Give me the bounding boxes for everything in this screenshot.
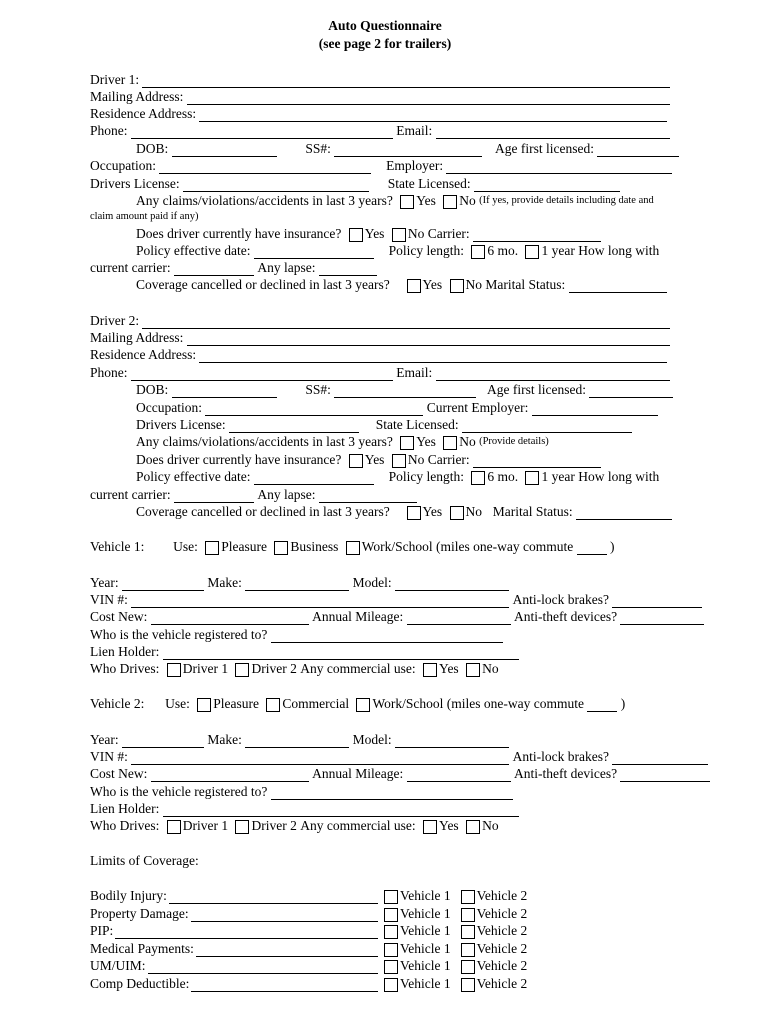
driver2-age-first-field[interactable]	[589, 384, 673, 398]
driver2-phone-row: Phone: Email:	[90, 365, 670, 381]
vehicle2-commute-field[interactable]	[587, 698, 617, 712]
coverage-vehicle2-checkbox[interactable]	[461, 925, 475, 939]
vehicle2-make-field[interactable]	[245, 734, 349, 748]
driver2-employer-field[interactable]	[532, 402, 658, 416]
driver1-insurance-no-checkbox[interactable]	[392, 228, 406, 242]
driver2-cancelled-yes-checkbox[interactable]	[407, 506, 421, 520]
driver2-phone-field[interactable]	[131, 367, 393, 381]
driver1-insurance-row: Does driver currently have insurance? Yes No Carrier:	[136, 226, 601, 242]
coverage-vehicle1-label: Vehicle 1	[400, 905, 451, 921]
driver2-license-field[interactable]	[229, 419, 359, 433]
driver1-ss-field[interactable]	[334, 143, 482, 157]
driver2-cancelled-row: Coverage cancelled or declined in last 3 years? Yes No Marital Status:	[136, 504, 672, 520]
coverage-label: Medical Payments:	[90, 940, 194, 956]
coverage-row	[90, 923, 527, 939]
driver1-insurance-yes-checkbox[interactable]	[349, 228, 363, 242]
coverage-amount-field[interactable]	[191, 978, 378, 992]
driver1-residence-row: Residence Address:	[90, 106, 667, 122]
driver2-insurance-no-checkbox[interactable]	[392, 454, 406, 468]
vehicle1-driver1-checkbox[interactable]	[167, 663, 181, 677]
coverage-vehicle1-label: Vehicle 1	[400, 940, 451, 956]
driver1-mailing-field[interactable]	[187, 91, 670, 105]
vehicle2-cost-field[interactable]	[151, 768, 309, 782]
driver2-name-field[interactable]	[142, 315, 670, 329]
vehicle1-antitheft-field[interactable]	[620, 611, 704, 625]
vehicle1-lien-row: Lien Holder:	[90, 644, 519, 660]
vehicle1-cost-field[interactable]	[151, 611, 309, 625]
driver1-row: Driver 1:	[90, 72, 670, 88]
driver1-claims-no-checkbox[interactable]	[443, 195, 457, 209]
driver2-residence-row: Residence Address:	[90, 347, 667, 363]
driver1-email-field[interactable]	[436, 125, 670, 139]
vehicle1-commercial-no-checkbox[interactable]	[466, 663, 480, 677]
coverage-vehicle1-checkbox[interactable]	[384, 943, 398, 957]
driver1-name-field[interactable]	[142, 74, 670, 88]
driver2-6mo-checkbox[interactable]	[471, 471, 485, 485]
vehicle1-drivers-row: Who Drives: Driver 1 Driver 2 Any commercial use: Yes No	[90, 661, 499, 676]
vehicle1-registered-field[interactable]	[271, 629, 503, 643]
driver2-insurance-row: Does driver currently have insurance? Yes No Carrier:	[136, 452, 601, 468]
vehicle1-year-field[interactable]	[122, 577, 204, 591]
driver2-policy-date-field[interactable]	[254, 471, 374, 485]
driver2-occupation-row: Occupation: Current Employer:	[136, 400, 658, 416]
driver1-license-row: Drivers License: State Licensed:	[90, 176, 620, 192]
driver2-occupation-field[interactable]	[205, 402, 423, 416]
coverage-row	[90, 976, 527, 992]
coverage-vehicle2-checkbox[interactable]	[461, 943, 475, 957]
vehicle2-registered-field[interactable]	[271, 786, 513, 800]
vehicle2-driver2-checkbox[interactable]	[235, 820, 249, 834]
driver2-carrier-duration-field[interactable]	[174, 489, 254, 503]
driver1-policy-date-field[interactable]	[254, 245, 374, 259]
driver2-marital-field[interactable]	[576, 506, 672, 520]
vehicle1-business-checkbox[interactable]	[274, 541, 288, 555]
coverage-row	[90, 958, 527, 974]
vehicle1-driver2-checkbox[interactable]	[235, 663, 249, 677]
vehicle2-pleasure-checkbox[interactable]	[197, 698, 211, 712]
vehicle1-antilock-field[interactable]	[612, 594, 702, 608]
vehicle1-commute-field[interactable]	[577, 541, 607, 555]
driver2-lapse-field[interactable]	[319, 489, 417, 503]
driver1-phone-field[interactable]	[131, 125, 393, 139]
vehicle2-cost-row: Cost New: Annual Mileage: Anti-theft devices?	[90, 766, 710, 782]
driver2-cancelled-no-checkbox[interactable]	[450, 506, 464, 520]
vehicle2-year-field[interactable]	[122, 734, 204, 748]
vehicle2-model-field[interactable]	[395, 734, 509, 748]
vehicle2-lien-field[interactable]	[163, 803, 519, 817]
coverage-vehicle2-label: Vehicle 2	[476, 905, 528, 921]
coverage-vehicle2-checkbox[interactable]	[461, 978, 475, 992]
vehicle1-vin-field[interactable]	[131, 594, 509, 608]
coverage-row	[90, 906, 527, 922]
vehicle1-make-field[interactable]	[245, 577, 349, 591]
driver2-current-carrier-row: current carrier: Any lapse:	[90, 487, 417, 503]
coverage-label: Property Damage:	[90, 905, 189, 921]
coverage-vehicle2-label: Vehicle 2	[476, 923, 528, 938]
driver2-1year-checkbox[interactable]	[525, 471, 539, 485]
vehicle2-antilock-field[interactable]	[612, 751, 708, 765]
coverage-vehicle1-label: Vehicle 1	[400, 975, 451, 991]
vehicle1-commercial-yes-checkbox[interactable]	[423, 663, 437, 677]
vehicle2-use-row: Vehicle 2: Use: Pleasure Commercial Work/School (miles one-way commute )	[90, 696, 626, 711]
vehicle1-use-row: Vehicle 1: Use: Pleasure Business Work/School (miles one-way commute )	[90, 539, 615, 554]
vehicle2-driver1-checkbox[interactable]	[167, 820, 181, 834]
vehicle1-lien-field[interactable]	[163, 646, 519, 660]
coverage-vehicle2-label: Vehicle 2	[476, 940, 528, 956]
coverage-vehicle1-label: Vehicle 1	[400, 958, 451, 973]
driver2-policy-row: Policy effective date: Policy length: 6 mo. 1 year How long with	[136, 469, 660, 484]
driver1-carrier-field[interactable]	[473, 228, 601, 242]
driver1-mailing-row: Mailing Address:	[90, 89, 670, 105]
driver1-cancelled-yes-checkbox[interactable]	[407, 279, 421, 293]
driver1-marital-field[interactable]	[569, 279, 667, 293]
driver2-insurance-yes-checkbox[interactable]	[349, 454, 363, 468]
driver1-claims-note: claim amount paid if any)	[90, 211, 199, 222]
vehicle2-mileage-field[interactable]	[407, 768, 511, 782]
coverage-vehicle2-label: Vehicle 2	[476, 958, 528, 973]
vehicle2-commercial-no-checkbox[interactable]	[466, 820, 480, 834]
coverage-vehicle1-checkbox[interactable]	[384, 925, 398, 939]
vehicle2-year-row: Year: Make: Model:	[90, 732, 509, 748]
coverage-label: Bodily Injury:	[90, 888, 167, 903]
driver1-phone-row: Phone: Email:	[90, 123, 670, 139]
driver1-6mo-checkbox[interactable]	[471, 245, 485, 259]
form-title: Auto Questionnaire	[328, 18, 442, 33]
coverage-label: Comp Deductible:	[90, 975, 190, 991]
coverage-vehicle2-checkbox[interactable]	[461, 960, 475, 974]
driver1-claims-row: Any claims/violations/accidents in last 3 years? Yes No (If yes, provide details including date and	[136, 193, 654, 208]
driver1-current-carrier-row: current carrier: Any lapse:	[90, 260, 377, 276]
vehicle1-model-field[interactable]	[395, 577, 509, 591]
vehicle1-registered-row: Who is the vehicle registered to?	[90, 627, 503, 643]
vehicle1-pleasure-checkbox[interactable]	[205, 541, 219, 555]
vehicle2-registered-row: Who is the vehicle registered to?	[90, 784, 513, 800]
vehicle2-vin-field[interactable]	[131, 751, 509, 765]
driver2-claims-no-checkbox[interactable]	[443, 436, 457, 450]
driver1-policy-row: Policy effective date: Policy length: 6 mo. 1 year How long with	[136, 243, 660, 258]
coverage-vehicle2-label: Vehicle 2	[476, 888, 528, 903]
driver1-dob-row: DOB: SS#: Age first licensed:	[136, 141, 679, 157]
coverage-label: PIP:	[90, 923, 114, 938]
coverage-vehicle1-checkbox[interactable]	[384, 890, 398, 904]
driver2-residence-field[interactable]	[199, 349, 667, 363]
coverage-row	[90, 888, 527, 904]
driver2-dob-field[interactable]	[172, 384, 277, 398]
vehicle2-workschool-checkbox[interactable]	[356, 698, 370, 712]
vehicle2-commercial-checkbox[interactable]	[266, 698, 280, 712]
coverage-vehicle1-checkbox[interactable]	[384, 978, 398, 992]
driver2-mailing-row: Mailing Address:	[90, 330, 670, 346]
vehicle1-vin-row: VIN #: Anti-lock brakes?	[90, 592, 702, 608]
coverage-amount-field[interactable]	[169, 890, 378, 904]
driver2-row: Driver 2:	[90, 313, 670, 329]
coverage-amount-field[interactable]	[196, 943, 378, 957]
coverage-amount-field[interactable]	[191, 908, 378, 922]
driver1-lapse-field[interactable]	[319, 262, 377, 276]
vehicle2-drivers-row: Who Drives: Driver 1 Driver 2 Any commercial use: Yes No	[90, 818, 499, 833]
driver2-carrier-field[interactable]	[473, 454, 601, 468]
vehicle2-vin-row: VIN #: Anti-lock brakes?	[90, 749, 708, 765]
driver1-license-field[interactable]	[183, 178, 369, 192]
driver2-email-field[interactable]	[436, 367, 670, 381]
driver1-age-first-field[interactable]	[597, 143, 679, 157]
driver1-employer-field[interactable]	[446, 160, 672, 174]
driver1-occupation-field[interactable]	[159, 160, 371, 174]
driver2-ss-field[interactable]	[334, 384, 476, 398]
coverage-amount-field[interactable]	[148, 960, 378, 974]
vehicle1-year-row: Year: Make: Model:	[90, 575, 509, 591]
coverage-label: UM/UIM:	[90, 958, 146, 973]
driver2-claims-yes-checkbox[interactable]	[400, 436, 414, 450]
vehicle2-lien-row: Lien Holder:	[90, 801, 519, 817]
vehicle1-cost-row: Cost New: Annual Mileage: Anti-theft devices?	[90, 609, 704, 625]
coverage-row	[90, 941, 527, 957]
driver2-claims-row: Any claims/violations/accidents in last 3 years? Yes No (Provide details)	[136, 434, 549, 449]
driver1-1year-checkbox[interactable]	[525, 245, 539, 259]
coverage-vehicle1-checkbox[interactable]	[384, 960, 398, 974]
vehicle1-workschool-checkbox[interactable]	[346, 541, 360, 555]
vehicle2-commercial-yes-checkbox[interactable]	[423, 820, 437, 834]
coverage-vehicle2-checkbox[interactable]	[461, 890, 475, 904]
limits-heading: Limits of Coverage:	[90, 853, 199, 868]
driver1-cancelled-row: Coverage cancelled or declined in last 3 years? Yes No Marital Status:	[136, 277, 667, 293]
driver1-state-field[interactable]	[474, 178, 620, 192]
driver1-cancelled-no-checkbox[interactable]	[450, 279, 464, 293]
coverage-vehicle1-checkbox[interactable]	[384, 908, 398, 922]
coverage-vehicle2-label: Vehicle 2	[476, 975, 528, 991]
coverage-amount-field[interactable]	[115, 925, 378, 939]
driver1-occupation-row: Occupation: Employer:	[90, 158, 672, 174]
form-subtitle: (see page 2 for trailers)	[318, 36, 452, 51]
driver1-dob-field[interactable]	[172, 143, 277, 157]
driver1-residence-field[interactable]	[199, 108, 667, 122]
coverage-vehicle1-label: Vehicle 1	[400, 888, 451, 903]
vehicle2-antitheft-field[interactable]	[620, 768, 710, 782]
coverage-vehicle1-label: Vehicle 1	[400, 923, 451, 938]
vehicle1-mileage-field[interactable]	[407, 611, 511, 625]
driver1-carrier-duration-field[interactable]	[174, 262, 254, 276]
driver2-mailing-field[interactable]	[187, 332, 670, 346]
driver2-dob-row: DOB: SS#: Age first licensed:	[136, 382, 673, 398]
coverage-vehicle2-checkbox[interactable]	[461, 908, 475, 922]
driver2-license-row: Drivers License: State Licensed:	[136, 417, 632, 433]
driver1-claims-yes-checkbox[interactable]	[400, 195, 414, 209]
driver2-state-field[interactable]	[462, 419, 632, 433]
